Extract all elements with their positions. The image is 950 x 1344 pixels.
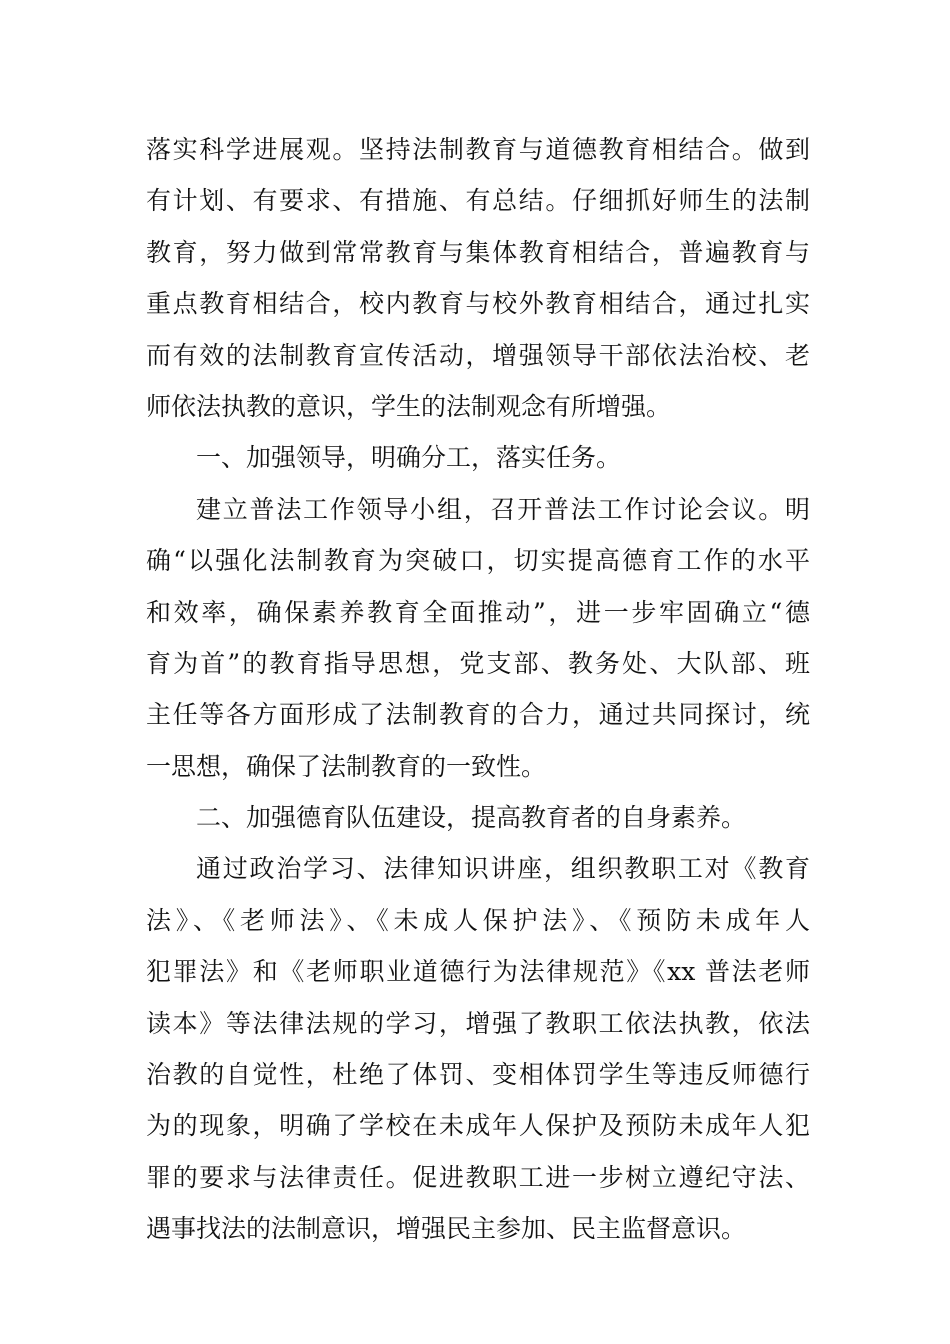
text-line: 落实科学进展观。坚持法制教育与道德教育相结合。做到 <box>146 135 810 164</box>
text-line: 读本》等法律法规的学习，增强了教职工依法执教，依法 <box>146 1008 810 1038</box>
text-line: 重点教育相结合，校内教育与校外教育相结合，通过扎实 <box>146 289 810 319</box>
text-line: 犯罪法》和《老师职业道德行为法律规范》《xx 普法老师 <box>146 957 810 987</box>
document-body <box>146 124 810 1255</box>
text-line: 育为首”的教育指导思想，党支部、教务处、大队部、班 <box>146 648 810 678</box>
text-line: 而有效的法制教育宣传活动，增强领导干部依法治校、老 <box>146 340 810 370</box>
text-line: 教育，努力做到常常教育与集体教育相结合，普遍教育与 <box>146 237 810 267</box>
text-line: 一思想，确保了法制教育的一致性。 <box>146 751 547 781</box>
text-line: 遇事找法的法制意识，增强民主参加、民主监督意识。 <box>146 1214 747 1244</box>
text-line: 师依法执教的意识，学生的法制观念有所增强。 <box>146 391 672 421</box>
section-heading: 二、加强德育队伍建设，提高教育者的自身素养。 <box>196 803 747 833</box>
text-line: 罪的要求与法律责任。促进教职工进一步树立遵纪守法、 <box>146 1162 810 1192</box>
text-line: 法》、《老师法》、《未成人保护法》、《预防未成年人 <box>146 905 810 935</box>
text-line: 主任等各方面形成了法制教育的合力，通过共同探讨，统 <box>146 700 810 730</box>
text-line: 建立普法工作领导小组，召开普法工作讨论会议。明 <box>196 494 810 524</box>
text-line: 通过政治学习、法律知识讲座，组织教职工对《教育 <box>196 854 810 884</box>
text-line: 治教的自觉性，杜绝了体罚、变相体罚学生等违反师德行 <box>146 1060 810 1090</box>
text-line: 有计划、有要求、有措施、有总结。仔细抓好师生的法制 <box>146 186 810 216</box>
text-line: 为的现象，明确了学校在未成年人保护及预防未成年人犯 <box>146 1111 810 1141</box>
text-line: 和效率，确保素养教育全面推动”，进一步牢固确立“德 <box>146 597 810 627</box>
text-line: 确“以强化法制教育为突破口，切实提高德育工作的水平 <box>146 546 810 576</box>
section-heading: 一、加强领导，明确分工，落实任务。 <box>196 443 622 473</box>
